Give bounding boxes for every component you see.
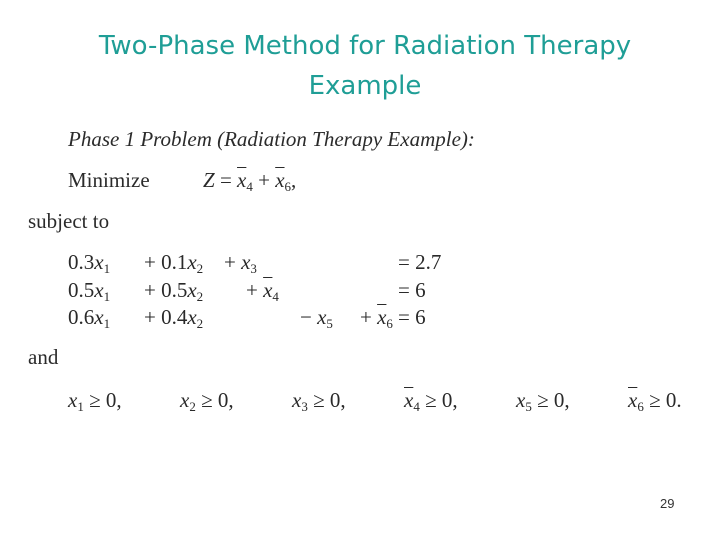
variable: x — [187, 305, 197, 329]
variable: x — [94, 278, 104, 302]
phase-1-heading: Phase 1 Problem (Radiation Therapy Example): — [68, 127, 475, 151]
variable: x — [94, 305, 104, 329]
objective-tail: , — [291, 168, 297, 192]
term — [144, 250, 203, 275]
right-hand-side: = 6 — [398, 278, 426, 302]
objective-sub-6: 6 — [284, 179, 292, 194]
coefficient: 0.3 — [68, 250, 95, 274]
term — [68, 250, 110, 275]
subscript: 4 — [272, 289, 279, 304]
subscript: 6 — [637, 399, 644, 414]
relation: ≥ 0, — [83, 388, 122, 412]
variable: x — [516, 388, 526, 412]
term — [360, 305, 393, 330]
objective-equals: = — [214, 168, 238, 192]
page-number: 29 — [660, 496, 675, 511]
variable: x — [94, 250, 104, 274]
nonnegativity-item — [292, 388, 346, 414]
subscript: 4 — [413, 399, 420, 414]
variable: $\overline{x}$ — [377, 305, 387, 329]
objective-function — [203, 168, 296, 193]
variable: $\overline{x}$ — [404, 388, 414, 412]
operator: + — [246, 278, 258, 302]
term — [68, 278, 110, 303]
objective-var-x4bar: $\overline{x}$ — [237, 168, 247, 192]
coefficient: + 0.5 — [144, 278, 188, 302]
relation: ≥ 0, — [307, 388, 346, 412]
relation: ≥ 0, — [419, 388, 458, 412]
subscript: 6 — [386, 316, 393, 331]
operator: + — [360, 305, 372, 329]
subscript: 2 — [196, 316, 204, 331]
operator: − — [300, 305, 312, 329]
slide-title — [60, 26, 670, 106]
nonnegativity-item — [516, 388, 570, 414]
term — [224, 250, 257, 275]
term — [300, 305, 333, 330]
subscript: 1 — [103, 316, 111, 331]
relation: ≥ 0, — [531, 388, 570, 412]
and-label: and — [28, 345, 59, 369]
variable: x — [317, 305, 327, 329]
coefficient: 0.6 — [68, 305, 95, 329]
nonnegativity-item — [404, 388, 458, 414]
coefficient: 0.5 — [68, 278, 95, 302]
subscript: 2 — [189, 399, 196, 414]
title-line-1: Two-Phase Method for Radiation Therapy — [98, 31, 632, 61]
right-hand-side: = 2.7 — [398, 250, 442, 274]
minimize-label: Minimize — [68, 168, 150, 192]
relation: ≥ 0. — [643, 388, 682, 412]
variable: x — [68, 388, 78, 412]
objective-plus: + — [252, 168, 276, 192]
subscript: 1 — [103, 261, 111, 276]
relation: ≥ 0, — [195, 388, 234, 412]
coefficient: + 0.1 — [144, 250, 188, 274]
subscript: 3 — [250, 261, 257, 276]
subscript: 2 — [196, 289, 204, 304]
operator: + — [224, 250, 236, 274]
term — [144, 278, 203, 303]
objective-lhs: Z — [203, 168, 215, 192]
variable: x — [180, 388, 190, 412]
nonnegativity-item — [68, 388, 122, 414]
variable: $\overline{x}$ — [263, 278, 273, 302]
coefficient: + 0.4 — [144, 305, 188, 329]
subscript: 5 — [326, 316, 333, 331]
variable: x — [292, 388, 302, 412]
variable: x — [187, 250, 197, 274]
variable: x — [241, 250, 251, 274]
nonnegativity-item — [180, 388, 234, 414]
subscript: 1 — [103, 289, 111, 304]
term — [68, 305, 110, 330]
nonnegativity-item — [628, 388, 682, 414]
variable: $\overline{x}$ — [628, 388, 638, 412]
title-line-2: Example — [308, 71, 422, 101]
subscript: 3 — [301, 399, 308, 414]
subject-to-label: subject to — [28, 209, 110, 233]
objective-sub-4: 4 — [246, 179, 253, 194]
variable: x — [187, 278, 197, 302]
subscript: 1 — [77, 399, 84, 414]
subscript: 5 — [525, 399, 532, 414]
objective-var-x6bar: $\overline{x}$ — [275, 168, 285, 192]
term — [246, 278, 279, 303]
subscript: 2 — [196, 261, 204, 276]
term — [144, 305, 203, 330]
right-hand-side: = 6 — [398, 305, 426, 329]
